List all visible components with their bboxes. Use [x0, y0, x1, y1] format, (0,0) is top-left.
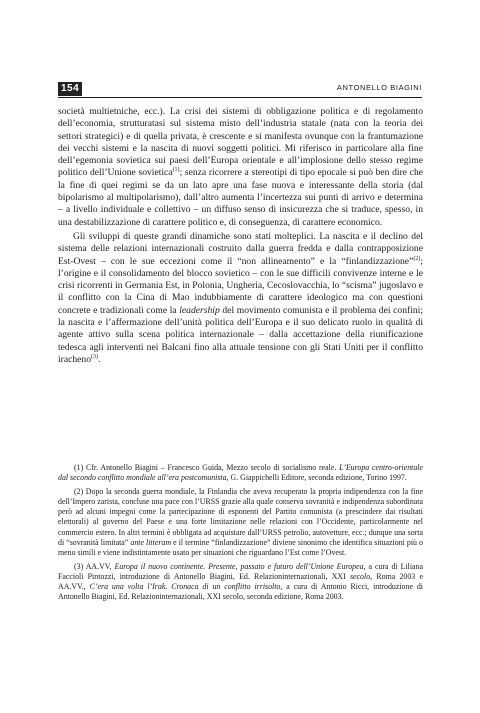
- header-rule: [58, 97, 422, 98]
- italic-text: C’era una volta l’Irak. Cronaca di un conflitto irrisolto: [89, 582, 281, 592]
- text-run: ; senza ricorrere a stereotipi di tipo epocale si può ben dire che la fine di quei regimi se da un lato apre una fase nuova e interessante della storia (dal bipolarismo al multipolarismo), dall’altro aumenta l’incertezza sui punti di arrivo e determina – a livello individuale e collettivo – un diffuso senso di insicurezza che si traduce, spesso, in una destabilizzazione di carattere politico e, di conseguenza, di carattere economico.: [58, 167, 423, 228]
- text-run: (2) Dopo la seconda guerra mondiale, la Finlandia che aveva recuperato la propria indipendenza con la fine dell’Impero zarista, concluse una pace con l’URSS grazie alla quale conserva sovranità e indipendenza subordinata però ad alcuni impegni come la partecipazione di esponenti del Partito comunista (a prescindere dai risultati elettorali) al governo del Paese e una forte limitazione nelle relazioni con l’Occidente, particolarmente nel commercio estero. In altri termini è obbligata ad acquistare dall’URSS petrolio, autovetture, ecc.; dunque una sorta di “sovranità limitata”: [58, 487, 423, 547]
- text-run: del movimento comunista e il problema dei confini; la nascita e l’affermazione dell’unità politica dell’Europa e il suo delicato ruolo in qualità di agente attivo sulla scena politica internazionale – dalla accettazione della riunificazione tedesca agli interventi nei Balcani fino alla attuale tensione con gli Stati Uniti per il conflitto iracheno: [58, 304, 423, 365]
- text-run: ; l’origine e il consolidamento del blocco sovietico – con le sue difficili convivenze interne e le crisi ricorrenti in Germania Est, in Polonia, Ungheria, Cecoslovacchia, lo “scisma” jugoslavo e il conflitto con la Cina di Mao indubbiamente di carattere ideologico ma con questioni concrete e tradizionali come la: [58, 255, 423, 316]
- text-run: , G. Giappichelli Editore, seconda edizione, Torino 1997.: [226, 473, 407, 483]
- text-run: Gli sviluppi di queste grandi dinamiche sono stati molteplici. La nascita e il declino del sistema delle relazioni internazionali costruito dalla guerra fredda e dalla contrapposizione Est-Ovest – con le sue eccezioni come il “non allineamento” e la “finlandizzazione”: [58, 230, 423, 267]
- italic-text: L’Europa centro-orientale dal secondo conflitto mondiale all’era postcomunista: [58, 463, 423, 483]
- italic-text: leadership: [179, 304, 220, 316]
- footnote: [58, 487, 423, 558]
- text-run: (3) AA.VV,: [74, 561, 115, 571]
- footnote-ref: (3): [91, 353, 99, 360]
- footnote-ref: (2): [413, 255, 421, 262]
- italic-text: ante litteram: [130, 537, 172, 547]
- footnotes: [58, 463, 423, 606]
- footnote: [58, 562, 423, 602]
- page-number: 154: [58, 82, 82, 96]
- running-head: ANTONELLO BIAGINI: [336, 83, 422, 92]
- body-paragraph: [58, 106, 423, 229]
- body-paragraph: [58, 231, 423, 366]
- text-run: (1) Cfr. Antonello Biagini – Francesco Guida, Mezzo secolo di socialismo reale.: [74, 463, 340, 472]
- footnote-ref: (1): [172, 167, 180, 174]
- italic-text: Europa il nuovo continente. Presente, passato e futuro dell’Unione Europea: [114, 561, 364, 571]
- main-text: [58, 106, 423, 366]
- text-run: e il termine “finlandizzazione” diviene sinonimo che identifica situazioni più o meno simili e viene indistintamente usato per situazioni che riguardano l’Est come l’Ovest.: [58, 537, 424, 557]
- text-run: , a cura di Antonio Ricci, introduzione di Antonello Biagini, Ed. Relazioninternazionali, XXI secolo, seconda edizione, Roma 2003.: [58, 582, 423, 602]
- text-run: , a cura di Liliana Faccioli Pintozzi, introduzione di Antonello Biagini, Ed. Relazioninternazionali, XXI: [58, 561, 423, 581]
- footnote: [58, 463, 423, 483]
- page-header: [58, 82, 422, 98]
- text-run: .: [98, 353, 101, 365]
- text-run: società multietniche, ecc.). La crisi dei sistemi di obbligazione politica e di regolamento dell’economia, strutturatasi sul sistema misto dell’industria statale (nata con la teoria dei settori strategici) e di quella privata, è crescente e si manifesta ovunque con la frantumazione dei vecchi sistemi e la nascita di nuovi soggetti politici. Mi riferisco in particolare alla fine dell’egemonia sovietica sui paesi dell’Europa orientale e all’implosione dello stesso regime politico dell’Unione sovietica: [58, 106, 423, 179]
- italic-text: secolo: [349, 571, 371, 581]
- text-run: , Roma 2003 e AA.VV.,: [58, 571, 423, 592]
